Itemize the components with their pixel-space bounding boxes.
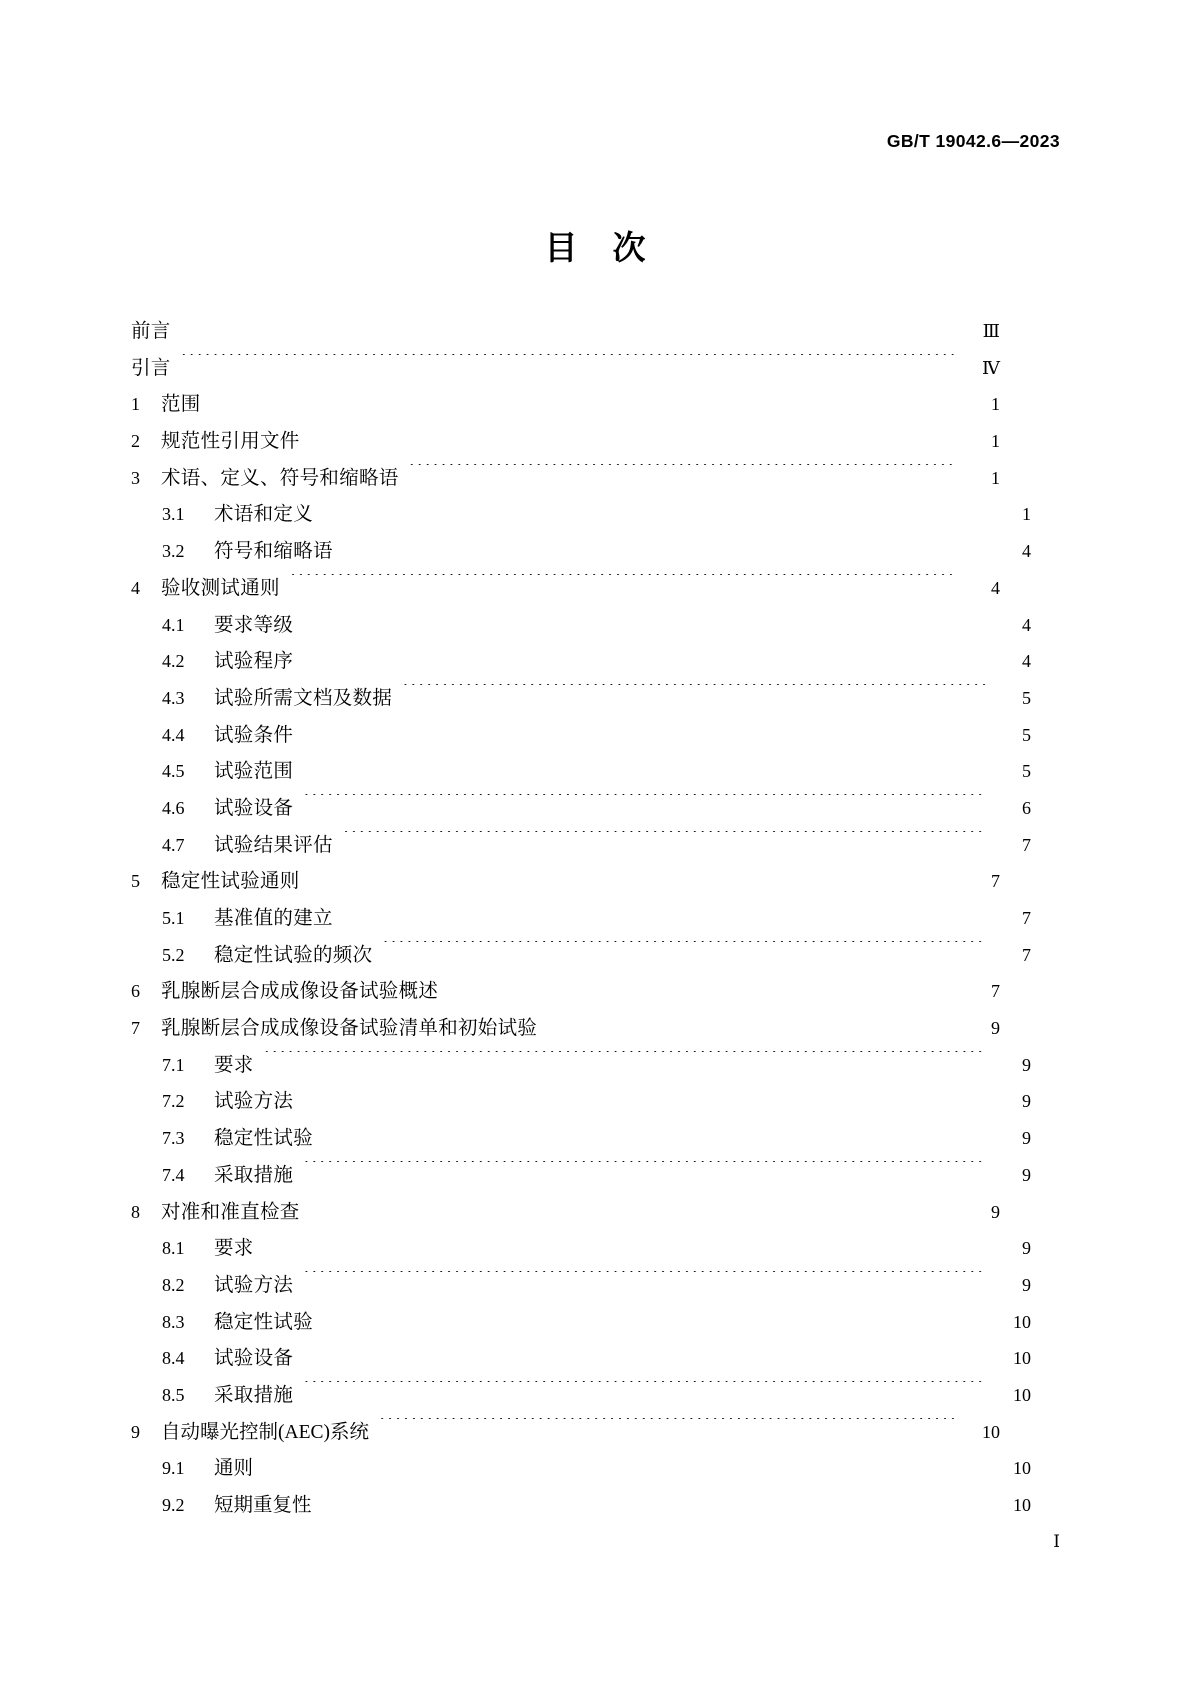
toc-entry-number: 8.4 [162,1348,185,1369]
toc-leader-dots [547,1015,956,1035]
toc-leader-dots [264,1051,987,1071]
toc-entry-page-number: 10 [1013,1384,1031,1405]
toc-leader-dots [379,1418,956,1438]
toc-entry-label: 术语和定义 [214,504,314,526]
table-of-contents [131,313,1031,1524]
toc-entry-label: 对准和准直检查 [161,1201,300,1223]
toc-entry[interactable] [131,1304,1031,1341]
toc-entry-page-number: 9 [1022,1128,1031,1149]
toc-entry[interactable] [131,460,1000,497]
toc-entry-page-number: 9 [991,1201,1000,1222]
toc-entry[interactable] [131,1230,1031,1267]
toc-entry-label: 通则 [214,1458,254,1480]
toc-entry-label: 乳腺断层合成成像设备试验概述 [161,981,439,1003]
toc-entry-page-number: 9 [1022,1274,1031,1295]
toc-entry-number: 8.2 [162,1274,185,1295]
toc-entry-label: 要求 [214,1054,254,1076]
toc-entry-page-number: 9 [1022,1238,1031,1259]
toc-entry-page-number: 10 [1013,1458,1031,1479]
toc-entry-label: 范围 [161,394,201,416]
toc-entry-page-number: 10 [1013,1495,1031,1515]
standard-number-header: GB/T 19042.6—2023 [886,131,1060,151]
toc-entry-page-number: 7 [1022,834,1031,855]
toc-entry[interactable] [131,1487,1031,1524]
toc-entry-label: 基准值的建立 [214,908,333,929]
toc-leader-dots [181,318,956,338]
toc-entry[interactable] [131,1450,1031,1487]
toc-entry-label: 试验设备 [214,1348,294,1370]
toc-leader-dots [303,721,987,741]
toc-entry[interactable] [131,1414,1000,1451]
toc-leader-dots [402,684,987,704]
toc-entry-number: 5.1 [162,908,185,928]
toc-entry[interactable] [131,1267,1031,1304]
toc-entry-number: 7.1 [162,1054,185,1075]
toc-entry-page-number: 5 [1022,724,1031,745]
toc-entry-page-number: 4 [1022,614,1031,635]
toc-entry-page-number: 1 [991,467,1000,488]
toc-entry[interactable] [131,717,1031,754]
toc-entry-page-number: 7 [1022,944,1031,965]
toc-leader-dots [181,354,956,374]
toc-entry[interactable] [131,863,1000,900]
toc-entry-page-number: 7 [1022,908,1031,928]
toc-entry-number: 7.2 [162,1091,185,1112]
toc-entry[interactable] [131,607,1031,644]
toc-entry[interactable] [131,386,1000,423]
toc-entry-number: 4.4 [162,724,185,745]
toc-leader-dots [310,428,956,448]
toc-entry-page-number: 1 [991,431,1000,452]
toc-entry[interactable] [131,1340,1031,1377]
toc-entry[interactable] [131,680,1031,717]
toc-leader-dots [264,1235,987,1255]
toc-leader-dots [310,868,956,888]
toc-entry-number: 3.1 [162,504,185,525]
toc-entry-label: 试验程序 [214,651,294,673]
toc-entry-label: 乳腺断层合成成像设备试验清单和初始试验 [161,1018,538,1040]
toc-leader-dots [303,1161,987,1181]
toc-entry-number: 4.6 [162,797,185,818]
toc-entry-page-number: 4 [1022,651,1031,672]
toc-leader-dots [303,1088,987,1108]
toc-entry-page-number: 10 [1013,1348,1031,1369]
toc-leader-dots [303,648,987,668]
toc-entry-page-number: Ⅲ [982,321,1000,341]
page-title [0,222,1191,269]
toc-entry-label: 试验范围 [214,761,294,783]
toc-entry[interactable] [131,937,1031,974]
toc-entry[interactable] [131,900,1031,937]
toc-entry-page-number: 1 [1022,504,1031,525]
toc-entry-page-number: 1 [991,394,1000,415]
toc-leader-dots [448,978,956,998]
toc-entry-label: 规范性引用文件 [161,431,300,453]
toc-entry-number: 4 [131,577,140,598]
toc-entry-label: 自动曝光控制(AEC)系统 [161,1421,369,1443]
toc-entry-number: 7.4 [162,1164,185,1185]
toc-entry-number: 8.5 [162,1384,185,1405]
toc-entry-number: 9.1 [162,1458,185,1479]
toc-entry-label: 试验方法 [214,1091,294,1113]
toc-leader-dots [323,1125,987,1145]
toc-entry-label: 前言 [131,321,171,342]
toc-entry-number: 4.2 [162,651,185,672]
toc-leader-dots [343,905,987,925]
toc-entry-number: 4.5 [162,761,185,782]
toc-entry-label: 试验设备 [214,797,294,819]
toc-leader-dots [343,831,987,851]
toc-entry-label: 验收测试通则 [161,577,280,599]
toc-entry-page-number: 7 [991,871,1000,892]
toc-leader-dots [303,758,987,778]
toc-entry-page-number: 10 [982,1421,1000,1442]
page-title-char-right: 次 [612,231,647,267]
toc-entry-number: 9 [131,1421,140,1442]
toc-leader-dots [303,1345,987,1365]
toc-entry[interactable] [131,1157,1031,1194]
toc-entry-page-number: 4 [1022,541,1031,562]
toc-entry-label: 试验结果评估 [214,834,333,856]
toc-entry-number: 4.3 [162,687,185,708]
toc-entry-page-number: 5 [1022,687,1031,708]
toc-entry-page-number: 9 [991,1018,1000,1039]
toc-entry-number: 7 [131,1018,140,1039]
toc-entry-page-number: 7 [991,981,1000,1002]
toc-leader-dots [303,794,987,814]
toc-entry-page-number: Ⅳ [982,357,1000,378]
toc-entry[interactable] [131,1083,1031,1120]
toc-entry-page-number: 10 [1013,1311,1031,1332]
toc-entry-number: 5 [131,871,140,892]
toc-entry[interactable] [131,1120,1031,1157]
toc-entry-number: 8.1 [162,1238,185,1259]
toc-entry[interactable] [131,1377,1031,1414]
toc-entry-number: 8.3 [162,1311,185,1332]
toc-entry-number: 4.7 [162,834,185,855]
toc-entry-number: 6 [131,981,140,1002]
toc-entry-page-number: 9 [1022,1164,1031,1185]
toc-entry-label: 稳定性试验 [214,1128,314,1150]
toc-entry[interactable] [131,533,1031,570]
toc-leader-dots [303,1271,987,1291]
toc-entry-number: 5.2 [162,944,185,965]
toc-entry-label: 试验条件 [214,724,294,746]
toc-entry-number: 7.3 [162,1128,185,1149]
toc-entry-label: 稳定性试验通则 [161,871,300,893]
toc-leader-dots [263,1455,987,1475]
toc-leader-dots [343,538,987,558]
toc-entry-number: 9.2 [162,1495,185,1515]
toc-entry-number: 3.2 [162,541,185,562]
toc-entry-number: 4.1 [162,614,185,635]
toc-leader-dots [322,1492,987,1512]
toc-entry-label: 符号和缩略语 [214,541,333,563]
toc-entry-label: 要求等级 [214,614,294,636]
page-folio: Ⅰ [1053,1532,1060,1551]
toc-entry-label: 采取措施 [214,1164,294,1186]
toc-entry[interactable] [131,423,1000,460]
toc-entry[interactable] [131,973,1000,1010]
page-title-char-left: 目 [544,231,579,267]
toc-entry-label: 试验所需文档及数据 [214,687,393,709]
toc-entry-label: 短期重复性 [214,1495,312,1516]
toc-entry-page-number: 5 [1022,761,1031,782]
toc-entry-label: 引言 [131,357,171,379]
toc-entry-label: 采取措施 [214,1384,294,1406]
toc-entry-number: 1 [131,394,140,415]
toc-entry[interactable] [131,1010,1000,1047]
toc-entry[interactable] [131,753,1031,790]
toc-entry[interactable] [131,496,1031,533]
toc-leader-dots [303,611,987,631]
toc-entry-label: 稳定性试验的频次 [214,944,373,966]
toc-entry-number: 3 [131,467,140,488]
toc-entry-number: 8 [131,1201,140,1222]
toc-entry-label: 要求 [214,1238,254,1260]
toc-entry[interactable] [131,827,1031,864]
toc-entry[interactable] [131,643,1031,680]
toc-leader-dots [382,941,987,961]
toc-entry-page-number: 9 [1022,1054,1031,1075]
toc-entry-label: 试验方法 [214,1274,294,1296]
toc-entry[interactable] [131,313,1000,350]
toc-entry-label: 稳定性试验 [214,1311,314,1333]
toc-entry-number: 2 [131,431,140,452]
toc-entry-page-number: 4 [991,577,1000,598]
toc-entry[interactable] [131,350,1000,387]
toc-entry-label: 术语、定义、符号和缩略语 [161,467,399,489]
toc-leader-dots [323,501,987,521]
toc-entry[interactable] [131,570,1000,607]
toc-leader-dots [303,1381,987,1401]
toc-entry[interactable] [131,790,1031,827]
toc-leader-dots [290,574,956,594]
toc-leader-dots [211,391,956,411]
toc-entry[interactable] [131,1194,1000,1231]
toc-entry-page-number: 9 [1022,1091,1031,1112]
toc-entry-page-number: 6 [1022,797,1031,818]
toc-entry[interactable] [131,1047,1031,1084]
toc-leader-dots [323,1308,987,1328]
toc-leader-dots [310,1198,956,1218]
toc-leader-dots [409,464,956,484]
